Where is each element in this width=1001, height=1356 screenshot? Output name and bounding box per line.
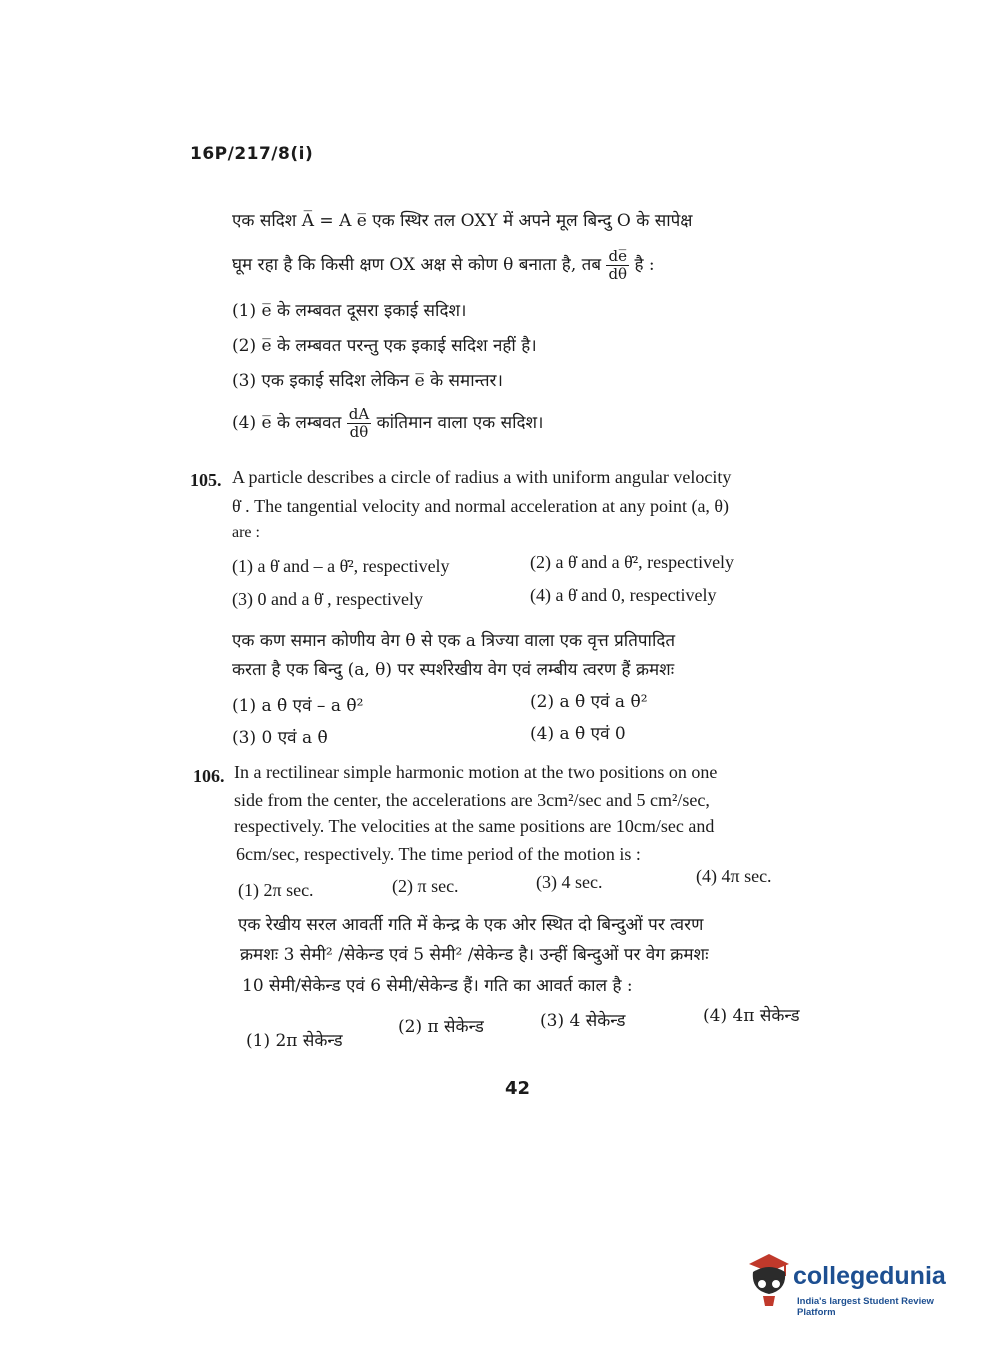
q106-line1: In a rectilinear simple harmonic motion at the two positions on one [234,762,718,782]
q106-line2: side from the center, the accelerations are 3cm²/sec and 5 cm²/sec, [234,790,710,810]
q106-line3: respectively. The velocities at the same positions are 10cm/sec and [234,816,715,836]
q105-hindi-option-2: (2) a θ̇ एवं a θ̇² [530,692,648,712]
q105-line1: A particle describes a circle of radius a with uniform angular velocity [232,467,732,487]
q105-option-3: (3) 0 and a θ̇ , respectively [232,589,424,609]
q106-hindi-option-4: (4) 4π सेकेन्ड [703,1006,800,1026]
q105-line3: are : [232,524,260,541]
q104-option-4 [232,406,544,441]
q105-hindi-line2: करता है एक बिन्दु (a, θ) पर स्पर्शरेखीय वेग एवं लम्बीय त्वरण हैं क्रमशः [232,660,675,680]
q104-option-4-end: कांतिमान वाला एक सदिश। [376,413,544,433]
q104-hindi-line2-start: घूम रहा है कि किसी क्षण OX अक्ष से कोण θ बनाता है, तब [232,255,602,275]
paper-code: 16P/217/8(i) [190,144,314,164]
q106-option-2: (2) π sec. [392,876,459,896]
fraction-denominator: dθ [608,265,628,283]
q105-hindi-option-1: (1) a θ̇ एवं – a θ̇² [232,696,364,716]
derivative-fraction [606,248,629,283]
q104-option-2: (2) e̅ के लम्बवत परन्तु एक इकाई सदिश नहीं है। [232,336,537,356]
logo-tagline: India's largest Student Review Platform [797,1296,934,1318]
q105-hindi-line1: एक कण समान कोणीय वेग θ̇ से एक a त्रिज्या वाला एक वृत्त प्रतिपादित [232,631,676,651]
q104-option-4-start: (4) e̅ के लम्बवत [232,413,342,433]
fraction-numerator: dA [348,405,370,423]
q106-number: 106. [193,766,225,786]
q105-number: 105. [190,470,222,490]
page-number: 42 [505,1078,531,1099]
dA-dtheta-fraction [347,406,371,441]
student-mascot-icon [745,1250,793,1312]
q106-option-4: (4) 4π sec. [696,866,772,886]
q104-option-3: (3) एक इकाई सदिश लेकिन e̅ के समान्तर। [232,371,503,391]
q104-option-1: (1) e̅ के लम्बवत दूसरा इकाई सदिश। [232,301,467,321]
q106-option-3: (3) 4 sec. [536,872,603,892]
q106-option-1: (1) 2π sec. [238,880,314,900]
q105-hindi-option-4: (4) a θ̇ एवं 0 [530,724,626,744]
collegedunia-logo [745,1250,970,1320]
q106-hindi-option-1: (1) 2π सेकेन्ड [246,1031,343,1051]
q106-hindi-line1: एक रेखीय सरल आवर्ती गति में केन्द्र के एक ओर स्थित दो बिन्दुओं पर त्वरण [238,915,704,935]
q104-hindi-line2-end: है : [634,255,655,275]
q106-hindi-line2: क्रमशः 3 सेमी² /सेकेन्ड एवं 5 सेमी² /सेकेन्ड है। उन्हीं बिन्दुओं पर वेग क्रमशः [240,945,709,965]
q105-option-1: (1) a θ̇ and – a θ̇², respectively [232,556,450,576]
q105-line2: θ̇ . The tangential velocity and normal acceleration at any point (a, θ) [232,496,730,516]
q106-hindi-option-2: (2) π सेकेन्ड [398,1017,484,1037]
q104-hindi-line1: एक सदिश A̅ = A e̅ एक स्थिर तल OXY में अपने मूल बिन्दु O के सापेक्ष [232,211,693,231]
q106-hindi-line3: 10 सेमी/सेकेन्ड एवं 6 सेमी/सेकेन्ड हैं। गति का आवर्त काल है : [242,976,633,996]
q105-hindi-option-3: (3) 0 एवं a θ̇ [232,728,328,748]
q106-line4: 6cm/sec, respectively. The time period of the motion is : [236,844,641,864]
logo-wordmark: collegedunia [793,1262,946,1290]
q105-option-4: (4) a θ̇ and 0, respectively [530,585,717,605]
q105-option-2: (2) a θ̇ and a θ̇², respectively [530,552,735,572]
q104-hindi-line2 [232,248,655,283]
fraction-numerator: de̅ [606,248,629,266]
q106-hindi-option-3: (3) 4 सेकेन्ड [540,1011,626,1031]
fraction-denominator: dθ [349,423,369,441]
